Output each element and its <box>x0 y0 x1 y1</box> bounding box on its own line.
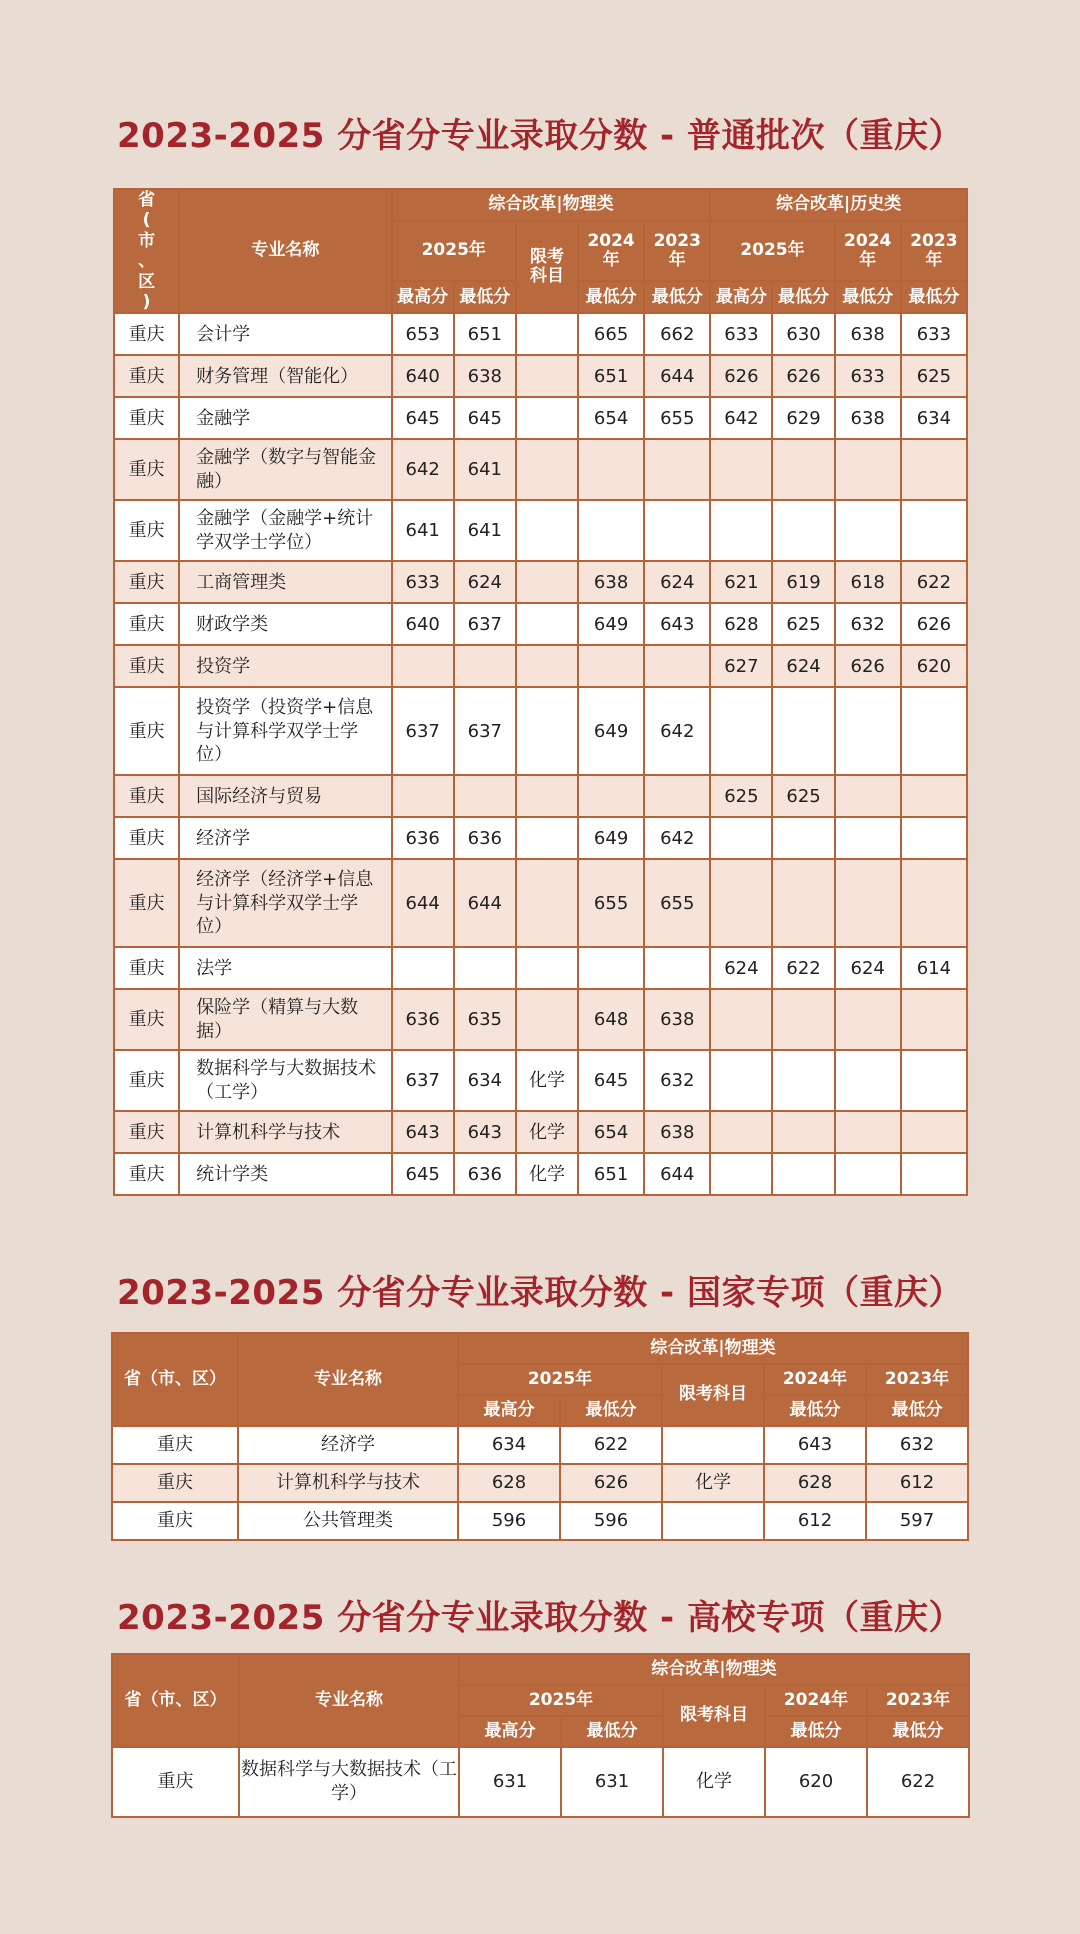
physics-2024-min-cell: 654 <box>578 1111 644 1153</box>
physics-2023-min-header: 最低分 <box>866 1395 968 1426</box>
history-2023-min-cell <box>901 500 967 561</box>
history-2023-min-cell: 625 <box>901 355 967 397</box>
physics-2024-min-cell: 645 <box>578 1050 644 1111</box>
restricted-subject-cell: 化学 <box>516 1050 578 1111</box>
history-2025-max-cell: 628 <box>710 603 772 645</box>
history-2023-header: 2023年 <box>901 221 967 281</box>
history-2025-min-cell: 619 <box>772 561 834 603</box>
physics-2025-max-cell <box>392 645 454 687</box>
restricted-subject-cell <box>516 775 578 817</box>
section1-title: 2023-2025 分省分专业录取分数 - 普通批次（重庆） <box>117 116 963 156</box>
history-2023-min-cell: 614 <box>901 947 967 989</box>
history-2025-max-cell: 626 <box>710 355 772 397</box>
major-name-cell: 投资学（投资学+信息与计算科学双学士学位） <box>179 687 391 775</box>
province-cell: 重庆 <box>114 1111 179 1153</box>
physics-2025-min-cell: 636 <box>454 1153 516 1195</box>
history-2025-max-cell: 642 <box>710 397 772 439</box>
major-name-cell: 计算机科学与技术 <box>238 1464 458 1502</box>
history-2024-min-cell <box>835 1050 901 1111</box>
physics-2024-min-cell: 620 <box>765 1747 867 1817</box>
section2-title: 2023-2025 分省分专业录取分数 - 国家专项（重庆） <box>117 1273 963 1313</box>
history-2025-max-cell <box>710 989 772 1050</box>
restricted-subject-header: 限考科目 <box>663 1685 765 1747</box>
physics-2025-max-cell: 641 <box>392 500 454 561</box>
restricted-subject-cell <box>516 645 578 687</box>
physics-2025-min-cell <box>454 947 516 989</box>
physics-2023-min-cell: 632 <box>866 1426 968 1464</box>
history-2024-min-cell: 638 <box>835 313 901 355</box>
physics-2023-min-cell <box>644 500 710 561</box>
history-2025-min-cell <box>772 500 834 561</box>
restricted-subject-cell <box>516 947 578 989</box>
physics-2023-min-cell: 644 <box>644 355 710 397</box>
physics-2023-min-cell: 642 <box>644 817 710 859</box>
history-2023-min-cell: 620 <box>901 645 967 687</box>
physics-2025-min-cell: 644 <box>454 859 516 947</box>
physics-2023-min-cell: 597 <box>866 1502 968 1540</box>
major-name-header: 专业名称 <box>239 1654 459 1747</box>
history-2023-min-cell <box>901 817 967 859</box>
province-cell: 重庆 <box>114 313 179 355</box>
history-2024-min-cell: 632 <box>835 603 901 645</box>
province-cell: 重庆 <box>112 1464 238 1502</box>
history-2024-min-cell: 618 <box>835 561 901 603</box>
physics-2025-min-cell: 636 <box>454 817 516 859</box>
physics-2023-header: 2023年 <box>866 1364 968 1395</box>
major-name-header: 专业名称 <box>179 189 391 313</box>
history-2025-min-cell <box>772 1153 834 1195</box>
table-row <box>114 775 967 817</box>
physics-2025-max-header: 最高分 <box>392 281 454 313</box>
restricted-subject-cell: 化学 <box>516 1111 578 1153</box>
physics-2025-max-cell: 628 <box>458 1464 560 1502</box>
table-row <box>114 1111 967 1153</box>
history-2024-min-cell <box>835 500 901 561</box>
major-name-header: 专业名称 <box>238 1333 458 1426</box>
history-2025-min-cell <box>772 989 834 1050</box>
physics-2025-min-cell: 637 <box>454 687 516 775</box>
national-special-rows <box>112 1426 968 1540</box>
history-2025-max-cell <box>710 859 772 947</box>
history-2025-min-cell: 625 <box>772 775 834 817</box>
province-cell: 重庆 <box>114 687 179 775</box>
history-2025-min-cell <box>772 687 834 775</box>
history-2023-min-cell <box>901 775 967 817</box>
table-row <box>114 313 967 355</box>
physics-2023-min-cell <box>644 645 710 687</box>
province-cell: 重庆 <box>114 859 179 947</box>
history-2025-header: 2025年 <box>710 221 834 281</box>
history-2025-min-cell <box>772 859 834 947</box>
table-row <box>114 439 967 500</box>
history-2024-min-header: 最低分 <box>835 281 901 313</box>
history-2023-min-cell <box>901 989 967 1050</box>
major-name-cell: 保险学（精算与大数据） <box>179 989 391 1050</box>
history-2025-max-cell <box>710 1111 772 1153</box>
physics-2023-min-cell: 642 <box>644 687 710 775</box>
physics-2025-max-cell <box>392 947 454 989</box>
history-2023-min-cell <box>901 1111 967 1153</box>
physics-2025-min-cell: 641 <box>454 439 516 500</box>
physics-2023-min-cell: 638 <box>644 1111 710 1153</box>
restricted-subject-cell <box>516 989 578 1050</box>
history-2025-max-cell <box>710 687 772 775</box>
physics-2025-max-cell: 634 <box>458 1426 560 1464</box>
physics-2024-min-header: 最低分 <box>578 281 644 313</box>
major-name-cell: 经济学（经济学+信息与计算科学双学士学位） <box>179 859 391 947</box>
province-cell: 重庆 <box>114 561 179 603</box>
history-2025-max-cell: 633 <box>710 313 772 355</box>
history-2023-min-cell <box>901 1153 967 1195</box>
history-2025-max-header: 最高分 <box>710 281 772 313</box>
physics-2023-min-cell: 644 <box>644 1153 710 1195</box>
physics-2025-min-cell: 596 <box>560 1502 662 1540</box>
restricted-subject-cell <box>516 687 578 775</box>
physics-2025-min-cell: 641 <box>454 500 516 561</box>
major-name-cell: 国际经济与贸易 <box>179 775 391 817</box>
physics-2024-header: 2024年 <box>578 221 644 281</box>
history-2024-min-cell <box>835 1111 901 1153</box>
history-2024-min-cell <box>835 1153 901 1195</box>
history-group-header: 综合改革|历史类 <box>710 189 967 221</box>
history-2025-min-cell: 630 <box>772 313 834 355</box>
province-cell: 重庆 <box>114 500 179 561</box>
major-name-cell: 会计学 <box>179 313 391 355</box>
table-row <box>112 1464 968 1502</box>
physics-2025-max-cell: 640 <box>392 355 454 397</box>
major-name-cell: 公共管理类 <box>238 1502 458 1540</box>
restricted-subject-cell <box>516 500 578 561</box>
table-row <box>114 603 967 645</box>
major-name-cell: 数据科学与大数据技术（工学） <box>179 1050 391 1111</box>
physics-2023-min-cell: 662 <box>644 313 710 355</box>
table-row <box>114 500 967 561</box>
physics-2025-min-cell: 626 <box>560 1464 662 1502</box>
physics-2025-max-header: 最高分 <box>459 1716 561 1747</box>
major-name-cell: 法学 <box>179 947 391 989</box>
major-name-cell: 金融学 <box>179 397 391 439</box>
physics-2024-min-cell: 628 <box>764 1464 866 1502</box>
history-2023-min-cell <box>901 859 967 947</box>
table-row <box>114 397 967 439</box>
university-special-score-table <box>111 1653 970 1818</box>
physics-2024-min-cell: 651 <box>578 355 644 397</box>
history-2024-min-cell <box>835 817 901 859</box>
major-name-cell: 统计学类 <box>179 1153 391 1195</box>
physics-2025-max-cell: 644 <box>392 859 454 947</box>
physics-2025-min-cell: 624 <box>454 561 516 603</box>
major-name-cell: 投资学 <box>179 645 391 687</box>
major-name-cell: 工商管理类 <box>179 561 391 603</box>
physics-2025-min-header: 最低分 <box>561 1716 663 1747</box>
physics-2024-min-cell <box>578 645 644 687</box>
physics-2025-min-cell <box>454 645 516 687</box>
history-2024-header: 2024年 <box>835 221 901 281</box>
major-name-cell: 财务管理（智能化） <box>179 355 391 397</box>
physics-2024-header: 2024年 <box>764 1364 866 1395</box>
table-row <box>114 989 967 1050</box>
physics-2024-min-cell: 612 <box>764 1502 866 1540</box>
table-row <box>114 561 967 603</box>
physics-2024-min-cell: 651 <box>578 1153 644 1195</box>
history-2025-max-cell <box>710 500 772 561</box>
history-2025-max-cell: 624 <box>710 947 772 989</box>
physics-2024-min-cell: 648 <box>578 989 644 1050</box>
history-2023-min-cell: 634 <box>901 397 967 439</box>
physics-2023-min-cell: 638 <box>644 989 710 1050</box>
major-name-cell: 经济学 <box>238 1426 458 1464</box>
table-row <box>114 1153 967 1195</box>
history-2024-min-cell <box>835 687 901 775</box>
history-2025-max-cell <box>710 1050 772 1111</box>
physics-2025-min-cell: 635 <box>454 989 516 1050</box>
province-header: 省（市、区） <box>112 1654 239 1747</box>
history-2025-max-cell <box>710 817 772 859</box>
physics-2023-header: 2023年 <box>644 221 710 281</box>
physics-2024-min-cell: 649 <box>578 603 644 645</box>
physics-2025-min-cell: 637 <box>454 603 516 645</box>
physics-2025-max-cell: 636 <box>392 817 454 859</box>
university-special-rows <box>112 1747 969 1817</box>
history-2025-min-cell: 629 <box>772 397 834 439</box>
history-2025-min-cell <box>772 439 834 500</box>
province-cell: 重庆 <box>114 775 179 817</box>
restricted-subject-cell <box>516 561 578 603</box>
physics-2024-min-cell: 643 <box>764 1426 866 1464</box>
physics-2025-max-cell: 596 <box>458 1502 560 1540</box>
history-2025-min-cell <box>772 817 834 859</box>
restricted-subject-cell <box>516 439 578 500</box>
physics-2024-min-cell: 649 <box>578 687 644 775</box>
physics-2023-header: 2023年 <box>867 1685 969 1716</box>
physics-2024-min-cell: 654 <box>578 397 644 439</box>
national-special-score-table <box>111 1332 969 1541</box>
physics-2024-min-cell <box>578 775 644 817</box>
physics-2025-max-cell: 633 <box>392 561 454 603</box>
history-2025-min-cell <box>772 1050 834 1111</box>
physics-2023-min-cell: 632 <box>644 1050 710 1111</box>
province-cell: 重庆 <box>114 645 179 687</box>
physics-2025-min-cell: 631 <box>561 1747 663 1817</box>
history-2025-max-cell <box>710 439 772 500</box>
physics-2023-min-header: 最低分 <box>867 1716 969 1747</box>
physics-2025-max-cell: 637 <box>392 687 454 775</box>
physics-2025-max-cell: 645 <box>392 397 454 439</box>
history-2025-min-cell: 625 <box>772 603 834 645</box>
province-cell: 重庆 <box>114 603 179 645</box>
physics-group-header: 综合改革|物理类 <box>392 189 711 221</box>
restricted-subject-cell <box>662 1502 764 1540</box>
physics-2023-min-header: 最低分 <box>644 281 710 313</box>
physics-2023-min-cell <box>644 439 710 500</box>
table-row <box>114 1050 967 1111</box>
physics-2023-min-cell: 624 <box>644 561 710 603</box>
restricted-subject-cell <box>516 355 578 397</box>
restricted-subject-cell <box>516 397 578 439</box>
physics-2025-min-cell: 622 <box>560 1426 662 1464</box>
history-2023-min-cell <box>901 687 967 775</box>
province-cell: 重庆 <box>112 1747 239 1817</box>
physics-2023-min-cell: 612 <box>866 1464 968 1502</box>
province-cell: 重庆 <box>112 1502 238 1540</box>
table-row <box>114 817 967 859</box>
table-row <box>112 1502 968 1540</box>
province-cell: 重庆 <box>114 1153 179 1195</box>
history-2025-max-cell: 625 <box>710 775 772 817</box>
history-2024-min-cell: 626 <box>835 645 901 687</box>
province-cell: 重庆 <box>114 355 179 397</box>
physics-2025-min-cell: 645 <box>454 397 516 439</box>
restricted-subject-cell <box>516 313 578 355</box>
physics-2024-min-cell: 665 <box>578 313 644 355</box>
physics-2025-min-cell: 638 <box>454 355 516 397</box>
physics-2024-min-cell <box>578 439 644 500</box>
table-row <box>114 355 967 397</box>
physics-group-header: 综合改革|物理类 <box>458 1333 968 1364</box>
history-2024-min-cell: 624 <box>835 947 901 989</box>
restricted-subject-cell <box>662 1426 764 1464</box>
table-row <box>114 687 967 775</box>
restricted-subject-header: 限考 科目 <box>516 221 578 313</box>
physics-2025-min-cell: 651 <box>454 313 516 355</box>
restricted-subject-cell <box>516 859 578 947</box>
province-cell: 重庆 <box>114 947 179 989</box>
history-2023-min-header: 最低分 <box>901 281 967 313</box>
history-2025-min-cell: 624 <box>772 645 834 687</box>
major-name-cell: 数据科学与大数据技术（工学） <box>239 1747 459 1817</box>
physics-2023-min-cell: 622 <box>867 1747 969 1817</box>
physics-2024-min-header: 最低分 <box>765 1716 867 1747</box>
table-row <box>114 645 967 687</box>
physics-2025-max-cell: 631 <box>459 1747 561 1817</box>
province-cell: 重庆 <box>114 397 179 439</box>
physics-2025-header: 2025年 <box>459 1685 663 1716</box>
history-2023-min-cell <box>901 1050 967 1111</box>
history-2023-min-cell: 622 <box>901 561 967 603</box>
history-2024-min-cell <box>835 439 901 500</box>
history-2025-max-cell: 621 <box>710 561 772 603</box>
physics-2025-max-cell: 637 <box>392 1050 454 1111</box>
history-2024-min-cell <box>835 775 901 817</box>
history-2024-min-cell <box>835 859 901 947</box>
province-cell: 重庆 <box>114 439 179 500</box>
physics-2025-min-header: 最低分 <box>454 281 516 313</box>
history-2025-max-cell <box>710 1153 772 1195</box>
physics-2025-max-cell <box>392 775 454 817</box>
physics-2025-min-cell: 643 <box>454 1111 516 1153</box>
table-row <box>114 947 967 989</box>
physics-2023-min-cell: 643 <box>644 603 710 645</box>
table-row <box>112 1747 969 1817</box>
history-2025-min-cell: 622 <box>772 947 834 989</box>
history-2024-min-cell: 638 <box>835 397 901 439</box>
physics-2024-header: 2024年 <box>765 1685 867 1716</box>
general-batch-score-table <box>113 188 968 1196</box>
physics-2025-max-cell: 653 <box>392 313 454 355</box>
history-2025-min-cell: 626 <box>772 355 834 397</box>
major-name-cell: 金融学（金融学+统计学双学士学位） <box>179 500 391 561</box>
history-2025-min-cell <box>772 1111 834 1153</box>
physics-2024-min-cell: 638 <box>578 561 644 603</box>
restricted-subject-cell: 化学 <box>663 1747 765 1817</box>
physics-2024-min-header: 最低分 <box>764 1395 866 1426</box>
major-name-cell: 金融学（数字与智能金融） <box>179 439 391 500</box>
physics-2025-max-cell: 643 <box>392 1111 454 1153</box>
physics-2023-min-cell: 655 <box>644 859 710 947</box>
province-cell: 重庆 <box>112 1426 238 1464</box>
province-header: 省 ( 市 、 区 ) <box>114 189 179 313</box>
physics-2024-min-cell: 655 <box>578 859 644 947</box>
physics-2025-min-cell <box>454 775 516 817</box>
physics-2025-min-cell: 634 <box>454 1050 516 1111</box>
restricted-subject-header: 限考科目 <box>662 1364 764 1426</box>
restricted-subject-cell <box>516 603 578 645</box>
physics-2025-min-header: 最低分 <box>560 1395 662 1426</box>
physics-2025-header: 2025年 <box>458 1364 662 1395</box>
physics-2023-min-cell <box>644 775 710 817</box>
history-2023-min-cell: 626 <box>901 603 967 645</box>
history-2023-min-cell <box>901 439 967 500</box>
table-row <box>112 1426 968 1464</box>
restricted-subject-cell: 化学 <box>662 1464 764 1502</box>
major-name-cell: 经济学 <box>179 817 391 859</box>
history-2025-max-cell: 627 <box>710 645 772 687</box>
restricted-subject-cell: 化学 <box>516 1153 578 1195</box>
physics-2024-min-cell: 649 <box>578 817 644 859</box>
history-2025-min-header: 最低分 <box>772 281 834 313</box>
physics-2025-header: 2025年 <box>392 221 516 281</box>
physics-2025-max-cell: 636 <box>392 989 454 1050</box>
province-cell: 重庆 <box>114 989 179 1050</box>
province-header: 省（市、区） <box>112 1333 238 1426</box>
table-row <box>114 859 967 947</box>
major-name-cell: 财政学类 <box>179 603 391 645</box>
physics-2025-max-cell: 640 <box>392 603 454 645</box>
history-2024-min-cell <box>835 989 901 1050</box>
general-batch-rows <box>114 313 967 1195</box>
province-cell: 重庆 <box>114 1050 179 1111</box>
physics-2025-max-header: 最高分 <box>458 1395 560 1426</box>
physics-2023-min-cell <box>644 947 710 989</box>
physics-2024-min-cell <box>578 947 644 989</box>
history-2024-min-cell: 633 <box>835 355 901 397</box>
physics-group-header: 综合改革|物理类 <box>459 1654 969 1685</box>
physics-2025-max-cell: 642 <box>392 439 454 500</box>
physics-2023-min-cell: 655 <box>644 397 710 439</box>
restricted-subject-cell <box>516 817 578 859</box>
province-cell: 重庆 <box>114 817 179 859</box>
physics-2024-min-cell <box>578 500 644 561</box>
physics-2025-max-cell: 645 <box>392 1153 454 1195</box>
section3-title: 2023-2025 分省分专业录取分数 - 高校专项（重庆） <box>117 1598 963 1638</box>
major-name-cell: 计算机科学与技术 <box>179 1111 391 1153</box>
history-2023-min-cell: 633 <box>901 313 967 355</box>
